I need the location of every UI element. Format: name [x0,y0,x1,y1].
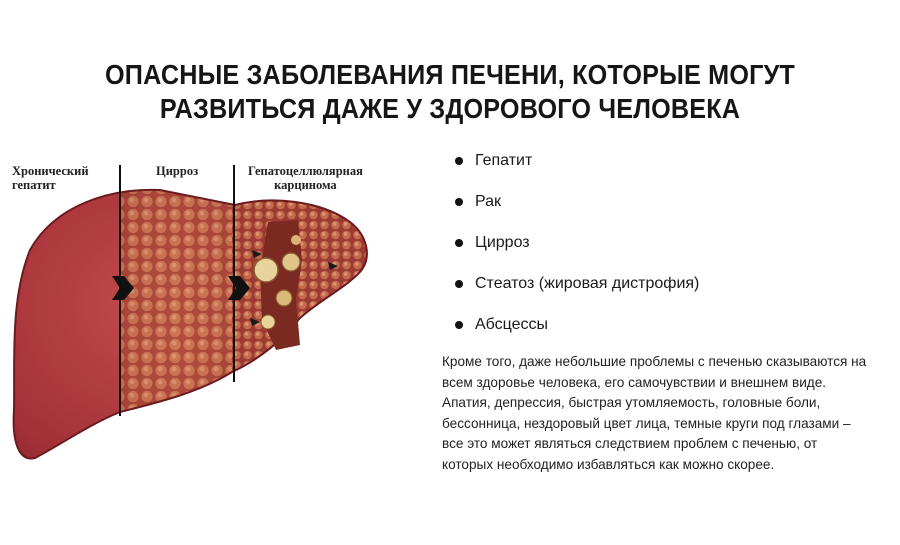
list-item: Цирроз [455,232,699,273]
liver-diagram [0,150,440,540]
description-paragraph [442,352,892,476]
liver-body [0,150,440,540]
page-title [45,58,855,126]
bullet-icon [455,321,463,329]
title-line-2: РАЗВИТЬСЯ ДАЖЕ У ЗДОРОВОГО ЧЕЛОВЕКА [159,93,741,124]
label-cirrhosis: Цирроз [156,164,199,178]
bullet-icon [455,198,463,206]
paragraph-line: бессонница, нездоровый цвет лица, темные круги под глазами – [442,415,851,431]
label-chronic-hepatitis: Хронический гепатит [12,164,89,192]
paragraph-line: которых необходимо избавляться как можно скорее. [442,456,775,472]
list-item: Рак [455,191,699,232]
disease-list [455,150,699,355]
list-item: Абсцессы [455,314,699,355]
bullet-icon [455,157,463,165]
bullet-icon [455,239,463,247]
paragraph-line: Кроме того, даже небольшие проблемы с печенью сказываются на [442,354,867,369]
label-carcinoma: Гепатоцеллюлярная карцинома [248,164,363,192]
paragraph-line: все это может являться следствием проблем с печенью, от [442,436,818,452]
list-item: Стеатоз (жировая дистрофия) [455,273,699,314]
paragraph-line: всем здоровье человека, его самочувствии и внешнем виде. [442,374,827,390]
liver-illustration [0,150,440,540]
paragraph-line: Апатия, депрессия, быстрая утомляемость, головные боли, [442,395,821,411]
bullet-icon [455,280,463,288]
list-item: Гепатит [455,150,699,191]
title-line-1: ОПАСНЫЕ ЗАБОЛЕВАНИЯ ПЕЧЕНИ, КОТОРЫЕ МОГУТ [104,59,796,90]
